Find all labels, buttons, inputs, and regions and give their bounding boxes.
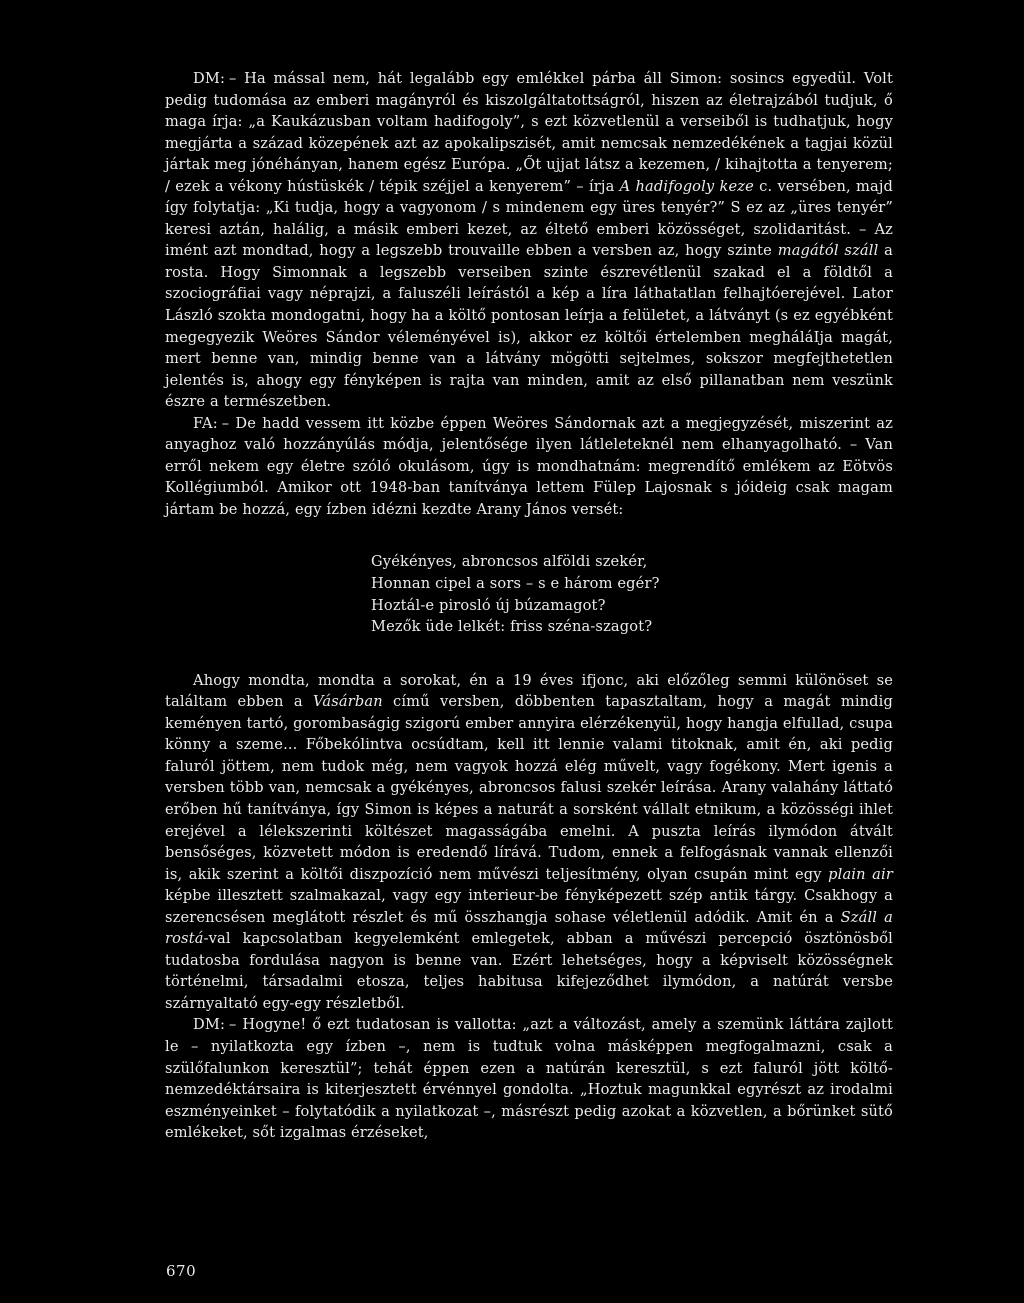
poem-line: Hoztál-e pirosló új búzamagot? [371, 596, 606, 614]
text-run: c. versében, majd így folytatja: „Ki tudja, hogy a vagyonom / s mindenem egy üres tenyér?” S ez az „üres tenyér” keresi aztán, halálig, a másik emberi kezet, az éltető emberi közösséget, szolidaritást. – Az imént azt mondtad, hogy a legszebb trouvaille ebben a versben az, hogy szinte [165, 177, 893, 260]
poem-quote [371, 551, 893, 637]
text-run: – Hogyne! ő ezt tudatosan is vallotta: „azt a változást, amely a szemünk láttára zajlott le – nyilatkozta egy ízben –, nem is tudtuk volna másképpen megfogalmazni, csak a szülőfalunkon keresztül”; tehát éppen ezen a natúrán keresztül, s ezt faluról jött költő-nemzedéktársaira is kiterjesztett érvénnyel gondolta. „Hoztuk magunkkal egyrészt az irodalmi eszményeinket – folytatódik a nyilatkozat –, másrészt pedig azokat a közvetlen, a bőrünket sütő emlékeket, sőt izgalmas érzéseket, [165, 1016, 893, 1142]
italic-title: magától száll [777, 242, 879, 260]
italic-title: Száll a rostá [165, 908, 893, 948]
body-text [165, 68, 893, 1144]
italic-title: plain air [828, 865, 893, 883]
italic-title: Vásárban [313, 693, 383, 711]
speaker-label: DM: [193, 1016, 226, 1034]
text-run: Ahogy mondta, mondta a sorokat, én a 19 éves ifjonc, aki előzőleg semmi különöset se találtam ebben a [165, 671, 893, 711]
text-run: című versben, döbbenten tapasztaltam, hogy a magát mindig keményen tartó, gorombaságig szigorú ember annyira elérzékenyül, hogy hangja elfullad, csupa könny a szeme... Főbekólintva ocsúdtam, kell itt lennie valami titoknak, amit én, aki pedig faluról jöttem, nem tudok még, nem vagyok hozzá elég művelt, vagy fogékony. Mert igenis a versben több van, nemcsak a gyékényes, abroncsos falusi szekér leírása. Arany valahány láttató erőben hű tanítványa, így Simon is képes a naturát a sorsként vállalt etnikum, a közösségi ihlet erejével a lélekszerinti költészet magasságába emelni. A puszta leírás ilymódon átvált bensőséges, közvetett módon is eredendő lírává. Tudom, ennek a felfogásnak vannak ellenzői is, akik szerint a költői diszpozíció nem művészi teljesítmény, olyan csupán mint egy [165, 693, 893, 883]
paragraph-fa-1 [165, 413, 893, 521]
paragraph-fa-2 [165, 670, 893, 1015]
paragraph-dm-2 [165, 1014, 893, 1143]
poem-line: Honnan cipel a sors – s e három egér? [371, 575, 660, 593]
page-number: 670 [166, 1262, 197, 1280]
text-run: – Ha mással nem, hát legalább egy emlékkel párba áll Simon: sosincs egyedül. Volt pedig tudomása az emberi magányról és kiszolgáltatottságról, hiszen az életrajzából tudjuk, ő maga írja: „a Kaukázusban voltam hadifogoly”, s ezt közvetlenül a verseiből is tudhatjuk, hogy megjárta a század közepének azt az apokalipszisét, amit nemcsak nemzedékének a tagjai közül jártak meg jónéhányan, hanem egész Európa. „Őt ujjat látsz a kezemen, / kihajtotta a tenyerem; / ezek a vékony hústüskék / tépik széjjel a kenyerem” – írja [165, 70, 893, 195]
poem-line: Gyékényes, abroncsos alföldi szekér, [371, 553, 648, 571]
text-run: – De hadd vessem itt közbe éppen Weöres Sándornak azt a megjegyzését, miszerint az anyaghoz való hozzányúlás módja, jelentősége ilyen látleleteknél nem elhanyagolható. – Van erről nekem egy életre szóló okulásom, úgy is mondhatnám: megrendítő emlékem az Eötvös Kollégiumból. Amikor ott 1948-ban tanítványa lettem Fülep Lajosnak s jóideig csak magam jártam be hozzá, egy ízben idézni kezdte Arany János versét: [165, 414, 893, 518]
speaker-label: FA: [193, 414, 218, 432]
text-run: a rosta. Hogy Simonnak a legszebb verseiben szinte észrevétlenül szakad el a földtől a szociográfiai vagy néprajzi, a faluszéli leírástól a kép a líra láthatatlan felhajtóerejével. Lator László szokta mondogatni, hogy ha a költő pontosan leírja a felületet, a látványt (s ez egyébként megegyezik Weöres Sándor véleményével is), akkor ez költői értelemben megháláIja magát, mert benne van, mindig benne van a látvány mögötti sejtelmes, sokszor megfejthetetlen jelentés is, ahogy egy fényképen is rajta van minden, amit az első pillanatban nem veszünk észre a természetben. [165, 242, 893, 411]
text-run: képbe illesztett szalmakazal, vagy egy interieur-be fényképezett szép antik tárgy. Csakhogy a szerencsésen meglátott részlet és mű összhangja sohase véletlenül adódik. Amit én a [165, 887, 893, 926]
italic-title: A hadifogoly keze [619, 177, 754, 195]
speaker-label: DM: [193, 70, 226, 87]
text-run: -val kapcsolatban kegyelemként emlegetek, abban a művészi percepció ösztönösből tudatosba fordulása nagyon is benne van. Ezért lehetséges, hogy a képviselt közösségnek történelmi, társadalmi etosza, teljes habitusa kifejeződhet ilymódon, a natúrát versbe szárnyaltató egy-egy részletből. [165, 930, 893, 1012]
poem-line: Mezők üde lelkét: friss széna-szagot? [371, 618, 653, 636]
paragraph-dm-1 [165, 68, 893, 413]
